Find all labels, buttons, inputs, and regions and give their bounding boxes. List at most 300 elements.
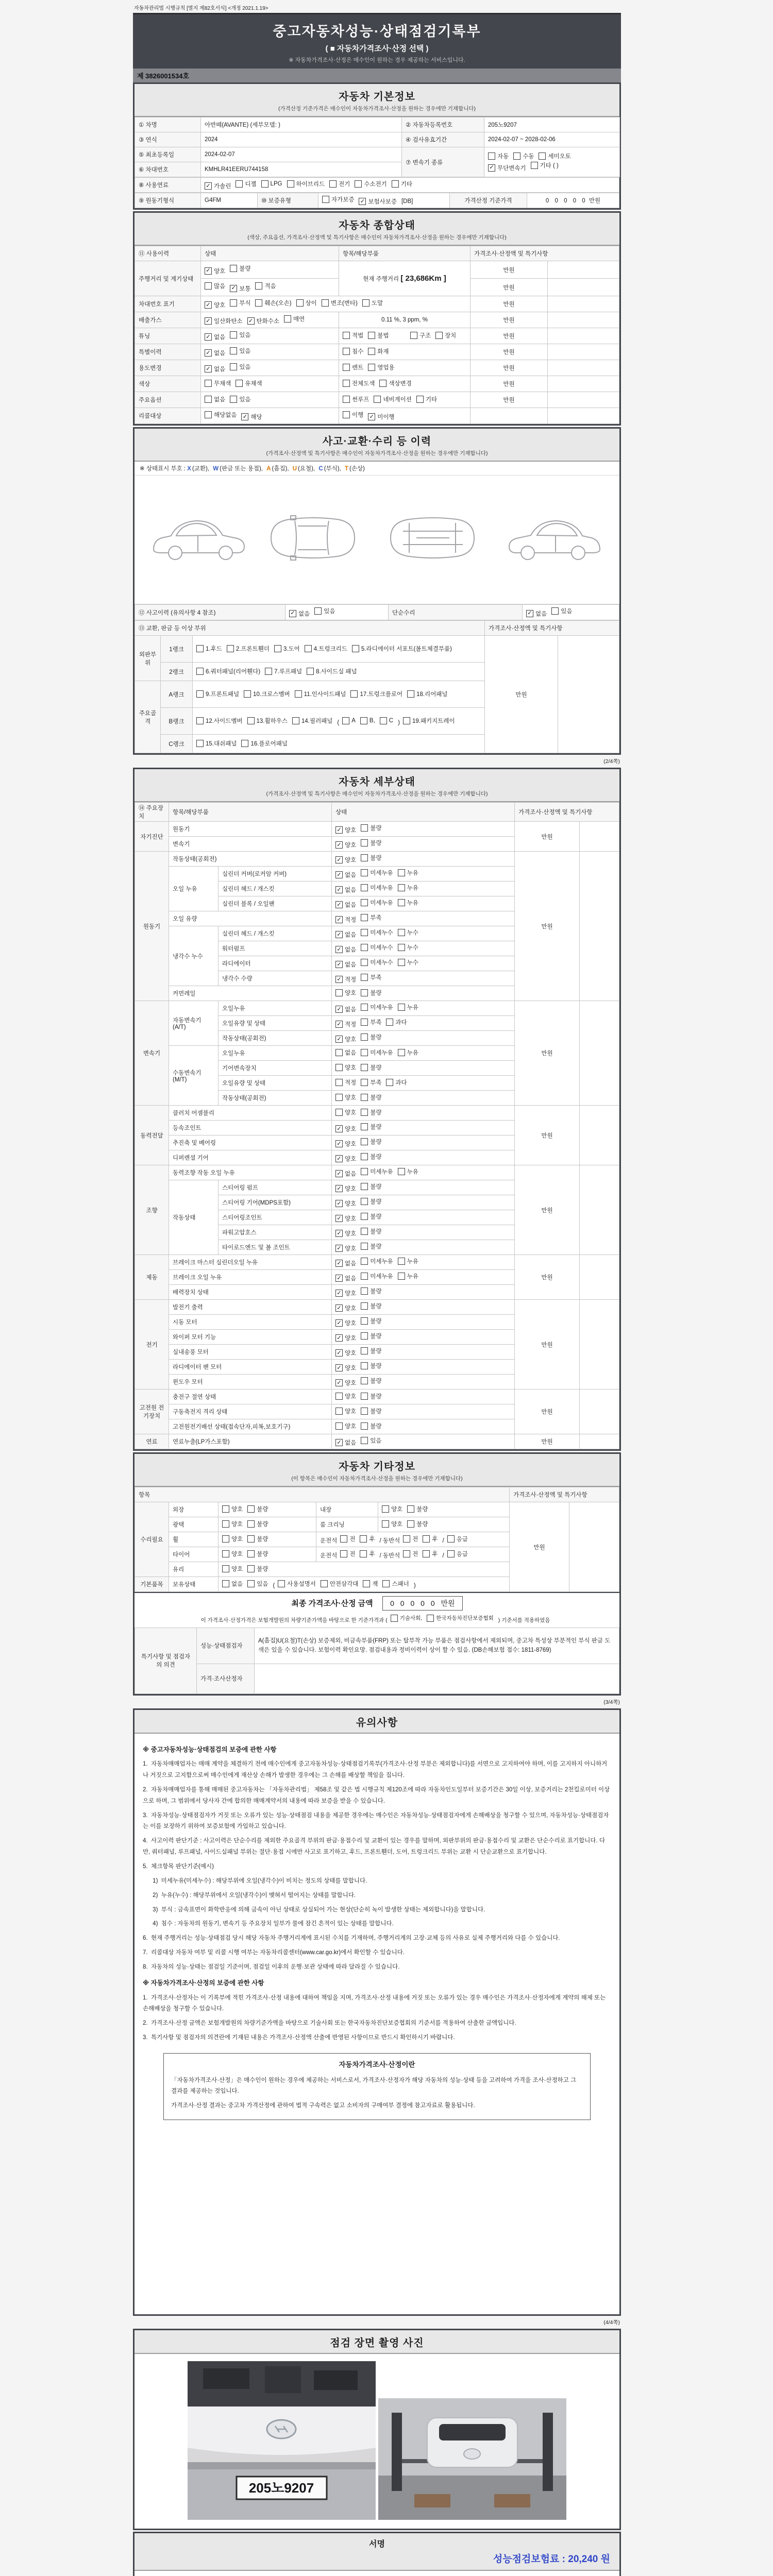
checkbox-option	[265, 667, 302, 675]
checkbox[interactable]	[361, 1302, 368, 1310]
checkbox[interactable]	[335, 1094, 343, 1101]
checkbox[interactable]	[361, 1109, 368, 1116]
checkbox-label: 있음	[239, 332, 251, 338]
checkbox[interactable]	[222, 1580, 229, 1587]
checkbox[interactable]	[423, 1550, 430, 1557]
checkbox-option	[398, 928, 418, 937]
checkbox[interactable]	[261, 180, 268, 188]
checkbox[interactable]	[361, 1362, 368, 1369]
checkbox[interactable]: ✓	[205, 333, 212, 341]
checkbox[interactable]	[398, 1049, 405, 1056]
checkbox[interactable]	[391, 1615, 398, 1622]
checkbox-label: 불량	[370, 1198, 382, 1205]
checkbox[interactable]	[435, 332, 443, 339]
item-cell: 오일 유량	[169, 911, 332, 926]
checkbox[interactable]	[361, 1243, 368, 1250]
checkbox-label: 해당	[250, 414, 262, 421]
checkbox-option	[361, 989, 381, 997]
checkbox[interactable]	[423, 1535, 430, 1543]
checkbox[interactable]	[360, 1550, 367, 1557]
checkbox[interactable]	[382, 1505, 389, 1513]
checkbox[interactable]	[407, 690, 414, 698]
checkbox[interactable]	[361, 1273, 368, 1280]
checkbox[interactable]	[398, 1004, 405, 1011]
checkbox[interactable]	[403, 717, 410, 724]
checkbox[interactable]	[196, 740, 204, 747]
checkbox[interactable]	[398, 929, 405, 936]
checkbox[interactable]	[410, 332, 417, 339]
checkbox-option	[227, 645, 270, 653]
checkbox[interactable]	[361, 1422, 368, 1430]
checkbox[interactable]	[314, 607, 322, 615]
checkbox[interactable]: ✓	[335, 856, 343, 863]
checkbox[interactable]	[398, 959, 405, 966]
checkbox-option	[292, 717, 332, 725]
checkbox[interactable]	[196, 717, 204, 724]
notice-line: 1. 자동차매매업자는 매매 계약을 체결하기 전에 매수인에게 중고자동차성능·상태점검기록부(가격조사·산정 부분은 제외합니다)를 서면으로 고지하여야 하며, 이를 고지하지 아니하거나 거짓으로 고지함으로써 매수인에게 재산상 손해가 발생한 경우에는 그 손해를 배상할 책임을 집니다.	[143, 1761, 608, 1779]
checkbox[interactable]: ✓	[205, 365, 212, 372]
checkbox[interactable]	[236, 180, 243, 188]
item-cell: 원동기	[169, 822, 332, 837]
checkbox[interactable]: ✓	[526, 610, 533, 617]
checkbox[interactable]	[335, 1422, 343, 1430]
checkbox[interactable]	[539, 152, 546, 160]
checkbox[interactable]	[360, 1535, 367, 1543]
checkbox[interactable]: ✓	[488, 164, 495, 172]
checkbox[interactable]	[361, 1213, 368, 1220]
checkbox[interactable]	[247, 1550, 255, 1557]
checkbox[interactable]	[205, 411, 212, 418]
checkbox[interactable]	[368, 348, 375, 355]
checkbox[interactable]: ✓	[335, 1125, 343, 1132]
spacer-cell	[548, 279, 619, 296]
checkbox[interactable]	[360, 717, 367, 724]
checkbox[interactable]: ✓	[335, 1140, 343, 1147]
checkbox[interactable]	[382, 1580, 390, 1587]
label-cell: 리콜대상	[135, 408, 201, 424]
checkbox[interactable]	[247, 1565, 255, 1572]
checkbox-label: 11.인사이드패널	[304, 691, 346, 698]
checkbox[interactable]	[386, 1079, 393, 1086]
checkbox[interactable]	[352, 645, 359, 652]
checkbox-option	[261, 180, 282, 188]
checkbox[interactable]	[230, 363, 237, 370]
checkbox[interactable]	[244, 690, 251, 698]
checkbox-option	[398, 1167, 418, 1176]
checkbox[interactable]	[398, 1168, 405, 1175]
checkbox-label: 18.리어패널	[416, 691, 448, 698]
checkbox-label: 기타	[425, 397, 438, 403]
checkbox-label: 한국자동차진단보증협회	[436, 1615, 494, 1621]
checkbox-option	[361, 943, 393, 952]
checkbox[interactable]	[236, 380, 243, 387]
checkbox[interactable]	[374, 396, 381, 403]
checkbox[interactable]	[278, 1580, 285, 1587]
checkbox[interactable]	[447, 1550, 455, 1557]
checkbox[interactable]	[230, 299, 237, 307]
table-row	[135, 1389, 619, 1404]
checkbox-label: 양호	[345, 842, 357, 849]
checkbox[interactable]	[287, 180, 294, 188]
checkbox[interactable]	[335, 1064, 343, 1071]
checkbox[interactable]	[363, 1580, 370, 1587]
checkbox[interactable]	[335, 1109, 343, 1116]
checkbox[interactable]	[361, 1198, 368, 1205]
checkbox[interactable]: ✓	[335, 871, 343, 878]
checkbox[interactable]	[305, 645, 312, 652]
price-cell: 만원	[515, 1001, 580, 1106]
checkbox[interactable]: ✓	[335, 1349, 343, 1357]
item-cell: 오일유량 및 상태	[219, 1076, 332, 1091]
checkbox-option	[361, 1138, 381, 1146]
checkbox[interactable]: ✓	[335, 1185, 343, 1192]
price-cell: 만원	[470, 344, 548, 360]
checkbox[interactable]: ✓	[335, 1439, 343, 1446]
checkbox[interactable]: ✓	[335, 1290, 343, 1297]
checkbox[interactable]	[551, 607, 559, 615]
price-cell: 만원	[515, 852, 580, 1001]
checkbox[interactable]	[361, 1094, 368, 1101]
spacer-cell	[548, 392, 619, 408]
table-row	[135, 1106, 619, 1121]
checkbox[interactable]: ✓	[205, 182, 212, 190]
checkbox[interactable]	[361, 1228, 368, 1235]
checkbox[interactable]	[222, 1565, 229, 1572]
checkbox[interactable]: ✓	[335, 1364, 343, 1371]
checkbox[interactable]	[322, 196, 329, 203]
checkbox[interactable]	[255, 282, 262, 290]
checkbox[interactable]: ✓	[359, 198, 366, 205]
checkbox[interactable]	[398, 869, 405, 876]
detail-state-table	[135, 802, 619, 1449]
checkbox[interactable]	[222, 1535, 229, 1543]
checkbox[interactable]	[398, 1273, 405, 1280]
checkbox[interactable]	[361, 1287, 368, 1295]
checkbox[interactable]: ✓	[335, 961, 343, 968]
checkbox[interactable]	[427, 1615, 434, 1622]
inline-text: 운전석	[320, 1537, 338, 1544]
checkbox[interactable]	[398, 944, 405, 951]
checkbox[interactable]: ✓	[335, 886, 343, 893]
checkbox[interactable]	[361, 914, 368, 921]
checkbox[interactable]	[274, 645, 281, 652]
checkbox[interactable]	[292, 717, 299, 724]
checkbox-option	[343, 363, 363, 371]
checkbox-option	[403, 717, 455, 725]
checkbox[interactable]: ✓	[205, 267, 212, 275]
checkbox[interactable]	[361, 1168, 368, 1175]
checkbox[interactable]	[230, 347, 237, 354]
checkbox-label: 미세누유	[370, 1004, 393, 1011]
checkbox-option	[361, 958, 393, 967]
checkbox[interactable]	[241, 740, 248, 747]
checkbox[interactable]	[379, 380, 386, 387]
checkbox[interactable]	[343, 364, 350, 371]
checkbox[interactable]: ✓	[205, 301, 212, 309]
checks-cell	[219, 1502, 316, 1517]
checkbox[interactable]	[247, 1580, 255, 1587]
checkbox-option	[361, 1302, 381, 1310]
checkbox[interactable]: ✓	[335, 946, 343, 953]
checkbox[interactable]	[247, 1520, 255, 1528]
checkbox[interactable]: ✓	[335, 1021, 343, 1028]
checkbox[interactable]: ✓	[335, 1170, 343, 1177]
checkbox[interactable]	[361, 869, 368, 876]
checkbox[interactable]	[361, 854, 368, 861]
notice-heading: ※ 자동차가격조사·산정의 보증에 관한 사항	[143, 1979, 264, 1987]
rank-cell: C랭크	[161, 735, 193, 753]
checkbox[interactable]	[361, 824, 368, 832]
checks-cell	[339, 344, 470, 360]
damage-symbol-label: (흠집),	[272, 466, 291, 472]
checkbox[interactable]	[361, 1437, 368, 1444]
checkbox[interactable]: ✓	[230, 285, 237, 292]
checks-cell	[332, 1210, 515, 1225]
checkbox-label: 15.대쉬패널	[206, 740, 237, 747]
checkbox[interactable]	[265, 668, 272, 675]
checkbox[interactable]	[247, 717, 255, 724]
checkbox[interactable]: ✓	[335, 1379, 343, 1386]
checkbox[interactable]: ✓	[335, 1215, 343, 1222]
info-box-title: 자동차가격조사·산정이란	[339, 2060, 415, 2069]
checkbox-label: 없음	[298, 611, 310, 617]
checkbox[interactable]	[222, 1550, 229, 1557]
checkbox[interactable]	[386, 1019, 393, 1026]
checkbox-option	[335, 886, 356, 894]
table-row	[135, 344, 619, 360]
checkbox-label: 보통	[239, 285, 251, 292]
checkbox[interactable]	[230, 396, 237, 403]
checkbox[interactable]: ✓	[241, 413, 248, 420]
checkbox[interactable]	[361, 1258, 368, 1265]
base-price-unit: 만원	[589, 198, 601, 204]
checkbox[interactable]: ✓	[247, 317, 255, 325]
checkbox[interactable]	[227, 645, 234, 652]
checkbox[interactable]: ✓	[335, 1245, 343, 1252]
checkbox-option	[355, 180, 386, 188]
checkbox[interactable]	[361, 1123, 368, 1130]
checkbox[interactable]	[230, 331, 237, 338]
checkbox-option	[374, 395, 412, 403]
checkbox-label: 양호	[391, 1521, 403, 1528]
checkbox[interactable]	[355, 180, 362, 188]
checkbox[interactable]	[205, 396, 212, 403]
checkbox[interactable]	[361, 1317, 368, 1325]
checkbox[interactable]	[255, 299, 262, 307]
checkbox-label: 양호	[345, 1186, 357, 1193]
checkbox[interactable]	[398, 884, 405, 891]
checkbox[interactable]	[403, 1535, 410, 1543]
checkbox[interactable]: ✓	[335, 901, 343, 908]
checkbox[interactable]: ✓	[335, 1155, 343, 1162]
item-cell: 실린더 헤드 / 개스킷	[219, 926, 332, 941]
checkbox[interactable]	[205, 380, 212, 387]
checkbox[interactable]	[247, 1535, 255, 1543]
checkbox[interactable]	[342, 717, 349, 724]
checkbox[interactable]: ✓	[335, 826, 343, 834]
checkbox[interactable]	[361, 839, 368, 846]
checkbox[interactable]: ✓	[335, 1006, 343, 1013]
checkbox[interactable]	[361, 944, 368, 951]
checkbox-label: 불량	[370, 1303, 382, 1310]
checkbox[interactable]	[361, 1153, 368, 1160]
checkbox[interactable]: ✓	[205, 317, 212, 325]
checkbox[interactable]	[361, 974, 368, 981]
checkbox-option	[398, 1272, 418, 1280]
checkbox[interactable]	[361, 1004, 368, 1011]
checkbox-label: 있음	[239, 348, 251, 354]
checkbox[interactable]	[340, 1550, 347, 1557]
checkbox[interactable]	[343, 411, 350, 418]
checkbox[interactable]	[343, 332, 350, 339]
checkbox[interactable]	[321, 1580, 328, 1587]
checkbox[interactable]	[398, 1258, 405, 1265]
checkbox[interactable]: ✓	[205, 349, 212, 357]
checkbox[interactable]	[361, 1332, 368, 1340]
checkbox[interactable]	[230, 265, 237, 272]
checkbox[interactable]	[284, 315, 291, 323]
checkbox-option	[382, 1520, 402, 1528]
checkbox[interactable]	[322, 299, 329, 307]
group-cell: 자기진단	[135, 822, 169, 852]
checkbox[interactable]: ✓	[335, 1304, 343, 1312]
checkbox-label: 적정	[345, 1080, 357, 1086]
checkbox[interactable]	[361, 929, 368, 936]
checkbox[interactable]	[343, 380, 350, 387]
checkbox[interactable]	[361, 1019, 368, 1026]
checkbox[interactable]	[361, 1049, 368, 1056]
checks-cell	[332, 867, 515, 882]
checkbox[interactable]	[382, 1520, 389, 1528]
checkbox[interactable]	[335, 1393, 343, 1400]
value-cell: G4FM	[201, 193, 258, 208]
checkbox[interactable]: ✓	[289, 610, 296, 617]
checkbox[interactable]: ✓	[335, 841, 343, 849]
checkbox[interactable]	[307, 668, 314, 675]
checkbox[interactable]	[361, 1183, 368, 1190]
checkbox[interactable]	[407, 1520, 414, 1528]
checkbox[interactable]	[335, 989, 343, 996]
checkbox[interactable]	[335, 1079, 343, 1086]
checkbox[interactable]	[513, 152, 520, 160]
checkbox-label: 구조	[419, 333, 431, 339]
checkbox[interactable]	[222, 1505, 229, 1513]
checkbox-label: 유채색	[245, 381, 262, 387]
checkbox[interactable]: ✓	[335, 1200, 343, 1207]
checkbox[interactable]: ✓	[335, 1230, 343, 1237]
checkbox[interactable]	[196, 668, 204, 675]
document-number: 제 3826001534호	[133, 69, 621, 82]
checks-cell	[332, 911, 515, 926]
checkbox[interactable]	[361, 1393, 368, 1400]
checkbox-option	[361, 913, 381, 922]
checkbox[interactable]	[361, 1064, 368, 1071]
checkbox[interactable]	[398, 899, 405, 906]
checkbox-label: 탄화수소	[256, 318, 279, 325]
checkbox-option	[427, 1614, 494, 1622]
checkbox[interactable]	[361, 959, 368, 966]
checkbox[interactable]: ✓	[335, 1036, 343, 1043]
checkbox[interactable]	[361, 899, 368, 906]
checkbox[interactable]	[295, 690, 302, 698]
checkbox[interactable]	[196, 645, 204, 652]
checkbox[interactable]: ✓	[335, 1275, 343, 1282]
checkbox-option	[222, 1520, 243, 1528]
checkbox[interactable]	[361, 1408, 368, 1415]
item-cell: 등속조인트	[169, 1121, 332, 1136]
checkbox[interactable]	[361, 1138, 368, 1145]
checkbox[interactable]	[361, 1033, 368, 1041]
checkbox[interactable]: ✓	[368, 413, 375, 420]
checkbox[interactable]	[335, 1049, 343, 1056]
checkbox[interactable]	[403, 1550, 410, 1557]
checkbox[interactable]	[350, 690, 358, 698]
checkbox[interactable]	[222, 1520, 229, 1528]
checkbox[interactable]	[335, 1408, 343, 1415]
column-header: 항목/해당부품	[169, 803, 332, 822]
spacer-cell	[569, 1502, 619, 1592]
checkbox[interactable]	[368, 364, 375, 371]
checkbox[interactable]: ✓	[335, 1260, 343, 1267]
checkbox[interactable]	[362, 299, 369, 307]
checkbox-label: 불량	[416, 1521, 428, 1528]
checkbox[interactable]	[196, 690, 204, 698]
checkbox-label: 누유	[407, 900, 418, 906]
checkbox[interactable]: ✓	[335, 931, 343, 938]
checkbox[interactable]	[205, 282, 212, 290]
checkbox[interactable]	[361, 1377, 368, 1384]
checkbox-option	[196, 645, 222, 653]
checkbox[interactable]	[340, 1535, 347, 1543]
checkbox-option	[335, 1140, 356, 1148]
checks-cell	[332, 882, 515, 896]
spacer-cell	[548, 376, 619, 392]
checkbox-label: 썬루프	[352, 397, 369, 403]
checkbox-option	[230, 363, 250, 371]
checkbox[interactable]	[368, 332, 375, 339]
checkbox[interactable]	[329, 180, 337, 188]
checkbox[interactable]	[361, 1347, 368, 1354]
checkbox[interactable]: ✓	[335, 976, 343, 983]
checkbox-label: 불량	[370, 1213, 382, 1220]
checkbox[interactable]	[296, 299, 304, 307]
item-cell: 작동상태(공회전)	[169, 852, 332, 867]
checkbox[interactable]	[488, 152, 495, 160]
checks-cell	[332, 1404, 515, 1419]
item-cell: 작동상태(공회전)	[219, 1031, 332, 1046]
checkbox[interactable]	[247, 1505, 255, 1513]
checkbox[interactable]	[361, 884, 368, 891]
checkbox[interactable]	[343, 396, 350, 403]
checkbox[interactable]	[407, 1505, 414, 1513]
checkbox[interactable]	[380, 717, 387, 724]
checkbox-label: 2.프론트휀더	[236, 646, 270, 652]
checkbox[interactable]	[447, 1535, 455, 1543]
checkbox[interactable]: ✓	[335, 1334, 343, 1342]
checkbox[interactable]	[416, 396, 424, 403]
checkbox[interactable]: ✓	[335, 916, 343, 923]
checkbox-option	[205, 365, 225, 373]
checkbox-label: C	[389, 717, 394, 724]
checkbox[interactable]: ✓	[335, 1319, 343, 1327]
checks-cell	[332, 1031, 515, 1046]
checkbox[interactable]	[392, 180, 399, 188]
checkbox[interactable]	[361, 1079, 368, 1086]
checkbox[interactable]	[361, 989, 368, 996]
checkbox[interactable]	[343, 348, 350, 355]
checkbox[interactable]	[531, 162, 538, 169]
section-accident-header	[135, 429, 619, 462]
